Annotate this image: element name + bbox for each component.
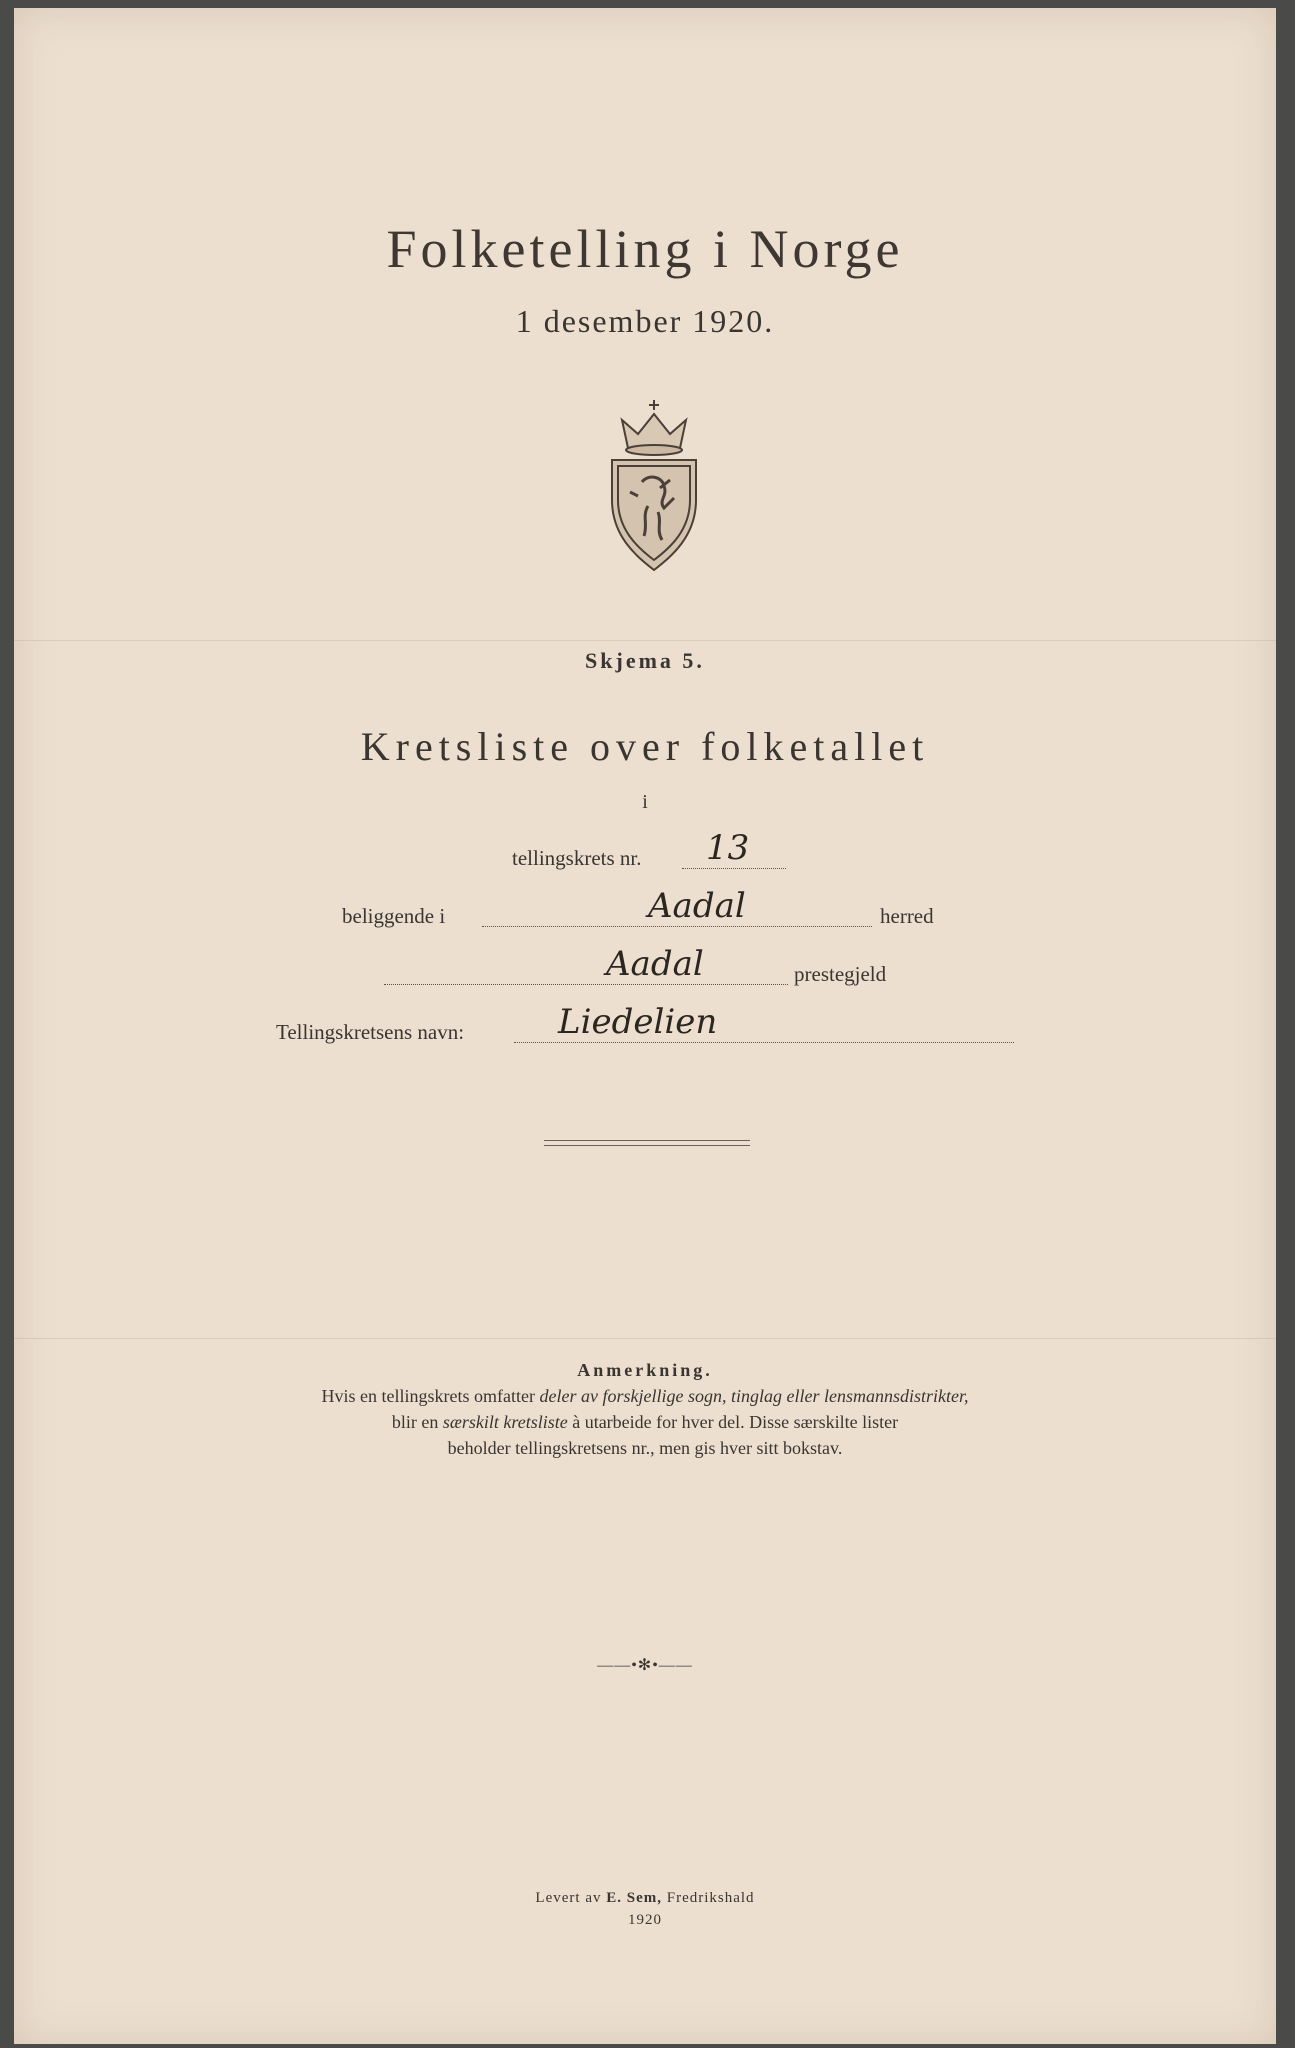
norwegian-coat-of-arms-icon [608, 396, 700, 574]
printer-credit [14, 1890, 1276, 1907]
prestegjeld-label: prestegjeld [794, 962, 887, 986]
form-heading: Kretsliste over folketallet [360, 724, 930, 769]
note-line-2-text-b: à utarbeide for hver del. Disse særskilte lister [567, 1412, 899, 1432]
separator-rule-top [544, 1140, 750, 1141]
tellingskrets-line [682, 868, 786, 869]
herred-label: herred [880, 904, 934, 928]
tellingskrets-value: 13 [706, 828, 750, 868]
document-title: Folketelling i Norge [386, 219, 904, 279]
note-line-3: beholder tellingskretsens nr., men gis hver sitt bokstav. [447, 1438, 843, 1458]
navn-label: Tellingskretsens navn: [276, 1020, 465, 1044]
navn-line [514, 1042, 1014, 1043]
navn-value: Liedelien [558, 1002, 718, 1042]
paper-fold-top [14, 640, 1276, 642]
printer-credit-prefix: Levert av [535, 1890, 607, 1906]
note-line-1 [14, 1386, 1276, 1407]
tellingskrets-label: tellingskrets nr. [512, 846, 642, 870]
separator-rule-bottom [544, 1145, 750, 1146]
prestegjeld-value: Aadal [606, 944, 704, 984]
beliggende-value: Aadal [648, 886, 746, 926]
note-line-2 [14, 1412, 1276, 1433]
connector-word: i [642, 791, 648, 813]
note-title: Anmerkning. [577, 1360, 713, 1380]
printer-year: 1920 [628, 1912, 662, 1928]
beliggende-label: beliggende i [342, 904, 446, 928]
ornament-divider: ——•✻•—— [597, 1657, 693, 1674]
prestegjeld-line [384, 984, 788, 985]
schema-number: Skjema 5. [585, 648, 705, 673]
note-line-2-emphasis: særskilt kretsliste [442, 1412, 568, 1432]
note-line-1-emphasis: deler av forskjellige sogn, tinglag eller lensmannsdistrikter, [539, 1386, 969, 1406]
beliggende-line [482, 926, 872, 927]
census-form-page [14, 8, 1276, 2044]
paper-fold-bottom [14, 1338, 1276, 1340]
printer-name: E. Sem, [606, 1890, 662, 1906]
printer-city: Fredrikshald [661, 1890, 755, 1906]
note-line-1-text: Hvis en tellingskrets omfatter [321, 1386, 540, 1406]
note-line-2-text-a: blir en [391, 1412, 443, 1432]
census-date: 1 desember 1920. [515, 303, 775, 339]
